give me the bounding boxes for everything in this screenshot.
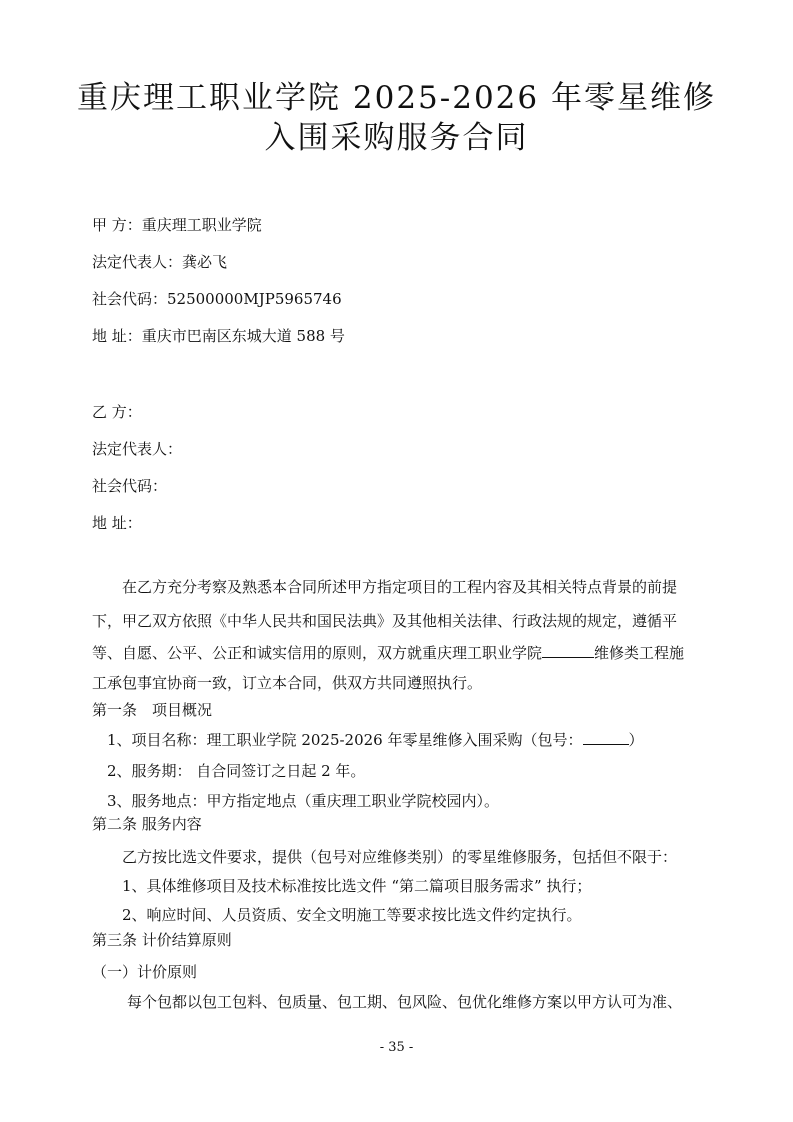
- article-1-heading: 第一条 项目概况: [92, 701, 213, 719]
- article-1-item-3: 3、服务地点：甲方指定地点（重庆理工职业学院校园内）。: [107, 792, 500, 810]
- article-2-intro: 乙方按比选文件要求，提供（包号对应维修类别）的零星维修服务，包括但不限于：: [122, 848, 678, 866]
- project-blank-field[interactable]: [542, 643, 594, 658]
- article-1-item-1: [107, 730, 644, 750]
- article-1-item-2: 2、服务期： 自合同签订之日起 2 年。: [107, 762, 366, 780]
- party-b-address: 地 址：: [92, 514, 142, 532]
- document-title-line-2: 入围采购服务合同: [264, 120, 529, 156]
- article-3-heading: 第三条 计价结算原则: [92, 931, 232, 949]
- article-1-item-1-text: 1、项目名称：理工职业学院 2025-2026 年零星维修入围采购（包号：: [107, 731, 583, 749]
- preamble-line-4: 工承包事宜协商一致，订立本合同，供双方共同遵照执行。: [92, 674, 483, 692]
- party-b-representative: 法定代表人：: [92, 440, 183, 458]
- article-3-subheading-1: （一）计价原则: [92, 963, 198, 981]
- preamble-line-3-after: 维修类工程施: [594, 644, 685, 662]
- party-a-social-code: 社会代码：52500000MJP5965746: [92, 290, 342, 308]
- article-2-item-1: 1、具体维修项目及技术标准按比选文件 “第二篇项目服务需求” 执行；: [122, 877, 592, 895]
- article-2-heading: 第二条 服务内容: [92, 815, 202, 833]
- document-title-line-1: 重庆理工职业学院 2025-2026 年零星维修: [77, 80, 716, 116]
- article-3-paragraph-1: 每个包都以包工包料、包质量、包工期、包风险、包优化维修方案以甲方认可为准、: [127, 993, 683, 1011]
- party-b-social-code: 社会代码：: [92, 477, 168, 495]
- package-number-blank-field[interactable]: [583, 730, 629, 745]
- article-1-item-1-close: ）: [628, 731, 644, 749]
- preamble-line-2: 下，甲乙双方依照《中华人民共和国民法典》及其他相关法律、行政法规的规定，遵循平: [92, 612, 678, 630]
- party-a-representative: 法定代表人：龚必飞: [92, 253, 228, 271]
- page-number: - 35 -: [379, 1040, 414, 1055]
- article-2-item-2: 2、响应时间、人员资质、安全文明施工等要求按比选文件约定执行。: [122, 906, 582, 924]
- party-a-name: 甲 方：重庆理工职业学院: [92, 216, 262, 234]
- party-b-name: 乙 方：: [92, 403, 142, 421]
- preamble-line-1: 在乙方充分考察及熟悉本合同所述甲方指定项目的工程内容及其相关特点背景的前提: [122, 578, 678, 596]
- party-a-address: 地 址：重庆市巴南区东城大道 588 号: [92, 327, 345, 345]
- preamble-line-3: [92, 643, 684, 663]
- preamble-line-3-before: 等、自愿、公平、公正和诚实信用的原则，双方就重庆理工职业学院: [92, 644, 543, 662]
